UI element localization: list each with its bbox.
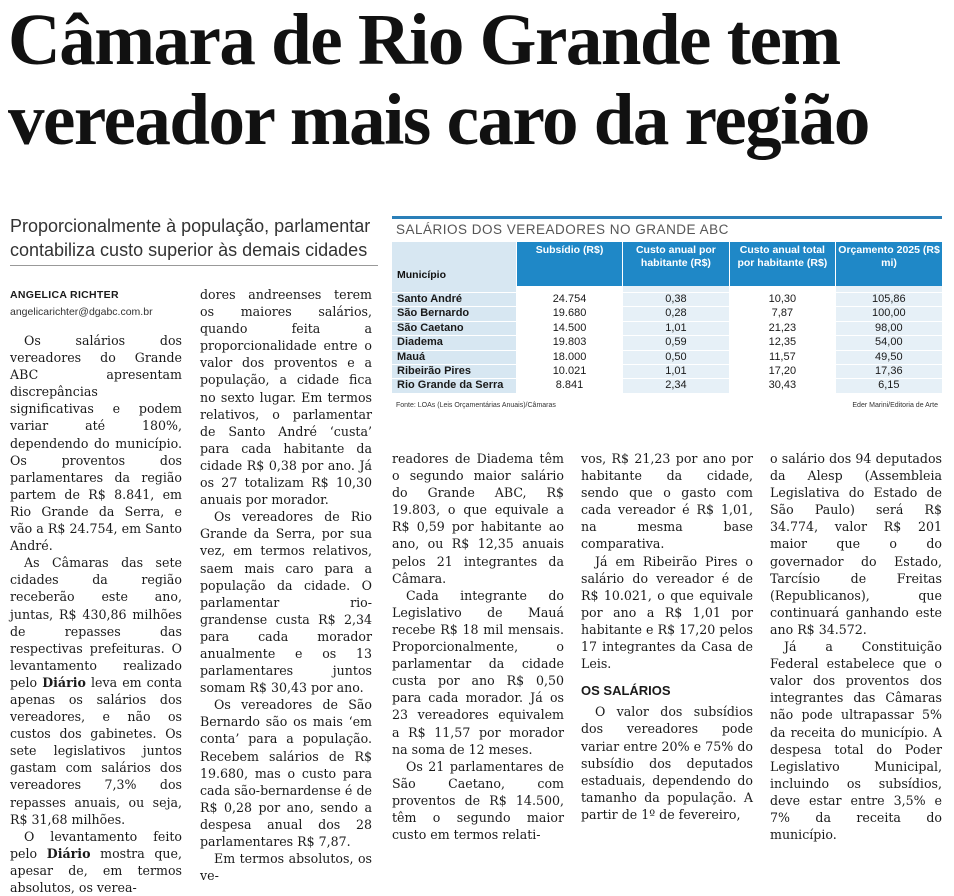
subsidio-cell: 14.500 [516,321,622,335]
table-credit: Eder Marini/Editoria de Arte [852,402,938,409]
paragraph: As Câmaras das sete cidades da região receberão este ano, juntas, R$ 430,86 milhões de repasses das respectivas prefeituras. O levantamento realizado pelo Diário leva em conta apenas os salários dos vereadores, e não os custos dos gabinetes. Os sete legislativos juntos gastam com salários dos vereadores 7,3% dos repasses anuais, ou seja, R$ 31,68 milhões. [10,555,182,827]
paragraph: vos, R$ 21,23 por ano por habitante da cidade, sendo que o gasto com cada vereador é R$ 1,01, na mesma base comparativa. [581,451,753,552]
paragraph: O levantamento feito pelo Diário mostra que, apesar de, em termos absolutos, os verea- [10,828,182,895]
municipio-cell: São Caetano [392,321,516,335]
custo-total-hab-cell: 30,43 [729,379,835,393]
municipio-cell: Santo André [392,293,516,307]
headline [8,0,948,160]
orcamento-cell: 49,50 [836,350,942,364]
table-header-row [392,242,942,286]
table-row [392,336,942,350]
paragraph: dores andreenses terem os maiores salários, quando feita a proporcionalidade entre o valor dos proventos e a população, a cidade fica no sexto lugar. Em termos relativos, o parlamentar de Santo André ‘custa’ para cada habitante da cidade R$ 0,38 por ano. Já os 27 totalizam R$ 10,30 anuais por morador. [200,287,372,508]
header-custo-habitante: Custo anual por habitante (R$) [623,242,729,286]
custo-hab-cell: 2,34 [623,379,729,393]
custo-hab-cell: 1,01 [623,321,729,335]
newspaper-name: Diário [42,674,86,690]
custo-total-hab-cell: 11,57 [729,350,835,364]
table-row [392,321,942,335]
article-column-2 [200,286,372,884]
municipio-cell: Ribeirão Pires [392,365,516,379]
orcamento-cell: 100,00 [836,307,942,321]
orcamento-cell: 54,00 [836,336,942,350]
box-top-rule [392,216,942,219]
municipio-cell: São Bernardo [392,307,516,321]
paragraph: Em termos absolutos, os ve- [200,851,372,884]
subsidio-cell: 24.754 [516,293,622,307]
article-column-5 [770,450,942,843]
subsidio-cell: 8.841 [516,379,622,393]
salary-table-box [392,216,942,414]
newspaper-name: Diário [46,845,91,861]
subsidio-cell: 19.680 [516,307,622,321]
paragraph: Cada integrante do Legislativo de Mauá recebe R$ 18 mil mensais. Proporcionalmente, o parlamentar da cidade custa por ano R$ 0,50 para cada morador. Já os 23 vereadores equivalem a R$ 11,57 por morador na soma de 12 meses. [392,587,564,757]
paragraph: Os vereadores de São Bernardo são os mais ‘em conta’ para a população. Recebem salários de R$ 19.680, mas o custo para cada são-bernardense é de R$ 0,28 por ano, sendo a despesa anual dos 28 parlamentares R$ 7,87. [200,697,372,849]
author-name: ANGELICA RICHTER [10,289,119,301]
subsidio-cell: 10.021 [516,365,622,379]
table-body [392,286,942,393]
municipio-cell: Rio Grande da Serra [392,379,516,393]
subheadline: Proporcionalmente à população, parlamentar contabiliza custo superior às demais cidades [10,216,371,260]
custo-total-hab-cell: 21,23 [729,321,835,335]
headline-line-2: vereador mais caro da região [8,79,869,160]
header-custo-total: Custo anual total por habitante (R$) [729,242,835,286]
custo-total-hab-cell: 12,35 [729,336,835,350]
salary-table [392,242,942,393]
subhead-divider [10,265,378,266]
headline-line-1: Câmara de Rio Grande tem [8,0,840,80]
table-title: SALÁRIOS DOS VEREADORES NO GRANDE ABC [396,222,729,237]
custo-hab-cell: 0,50 [623,350,729,364]
custo-total-hab-cell: 10,30 [729,293,835,307]
table-row [392,365,942,379]
table-row [392,293,942,307]
article-column-1 [10,332,182,896]
subsidio-cell: 19.803 [516,336,622,350]
custo-total-hab-cell: 7,87 [729,307,835,321]
orcamento-cell: 105,86 [836,293,942,307]
table-row [392,350,942,364]
table-row [392,307,942,321]
paragraph: o salário dos 94 deputados da Alesp (Assembleia Legislativa do Estado de São Paulo) será R$ 34.774, valor R$ 201 maior que o do governador do Estado, Tarcísio de Freitas (Republicanos), que continuará ganhando este ano R$ 34.572. [770,451,942,637]
header-orcamento: Orçamento 2025 (R$ mi) [836,242,942,286]
custo-total-hab-cell: 17,20 [729,365,835,379]
paragraph: Já em Ribeirão Pires o salário do vereador é de R$ 10.021, o que equivale por ano a R$ 1,01 por habitante e R$ 17,20 pelos 17 integrantes da Casa de Leis. [581,553,753,672]
orcamento-cell: 98,00 [836,321,942,335]
header-subsidio: Subsídio (R$) [516,242,622,286]
custo-hab-cell: 0,59 [623,336,729,350]
custo-hab-cell: 0,28 [623,307,729,321]
article-column-3 [392,450,564,843]
subsidio-cell: 18.000 [516,350,622,364]
paragraph: readores de Diadema têm o segundo maior salário do Grande ABC, R$ 19.803, o que equivale a R$ 0,59 por habitante ao ano, ou R$ 12,35 anuais pelos 21 integrantes da Câmara. [392,451,564,586]
custo-hab-cell: 0,38 [623,293,729,307]
author-email[interactable]: angelicarichter@dgabc.com.br [10,306,153,318]
custo-hab-cell: 1,01 [623,365,729,379]
orcamento-cell: 17,36 [836,365,942,379]
municipio-cell: Mauá [392,350,516,364]
orcamento-cell: 6,15 [836,379,942,393]
table-row [392,379,942,393]
table-source: Fonte: LOAs (Leis Orçamentárias Anuais)/Câmaras [396,402,556,409]
municipio-cell: Diadema [392,336,516,350]
article-column-4 [581,450,753,823]
paragraph: Os 21 parlamentares de São Caetano, com proventos de R$ 14.500, têm o segundo maior custo em termos relati- [392,758,564,843]
section-heading: OS SALÁRIOS [581,683,671,699]
paragraph: Já a Constituição Federal estabelece que o valor dos proventos dos integrantes das Câmaras não pode ultrapassar 5% da receita do município. A despesa total do Poder Legislativo Municipal, incluindo os subsídios, deve estar entre 3,5% e 7% da receita do município. [770,639,942,843]
paragraph: Os salários dos vereadores do Grande ABC apresentam discrepâncias significativas e podem variar até 180%, dependendo do município. Os proventos dos parlamentares da região partem de R$ 8.841, em Rio Grande da Serra, e vão a R$ 24.754, em Santo André. [10,333,182,554]
paragraph: O valor dos subsídios dos vereadores pode variar entre 20% e 75% do subsídio dos deputados estaduais, dependendo do tamanho da população. A partir de 1º de fevereiro, [581,704,753,822]
paragraph: Os vereadores de Rio Grande da Serra, por sua vez, em termos relativos, saem mais caro para a população da cidade. O parlamentar rio-grandense custa R$ 2,34 para cada morador anualmente e os 13 parlamentares juntos somam R$ 30,43 por ano. [200,509,372,696]
header-municipio: Município [392,242,516,286]
